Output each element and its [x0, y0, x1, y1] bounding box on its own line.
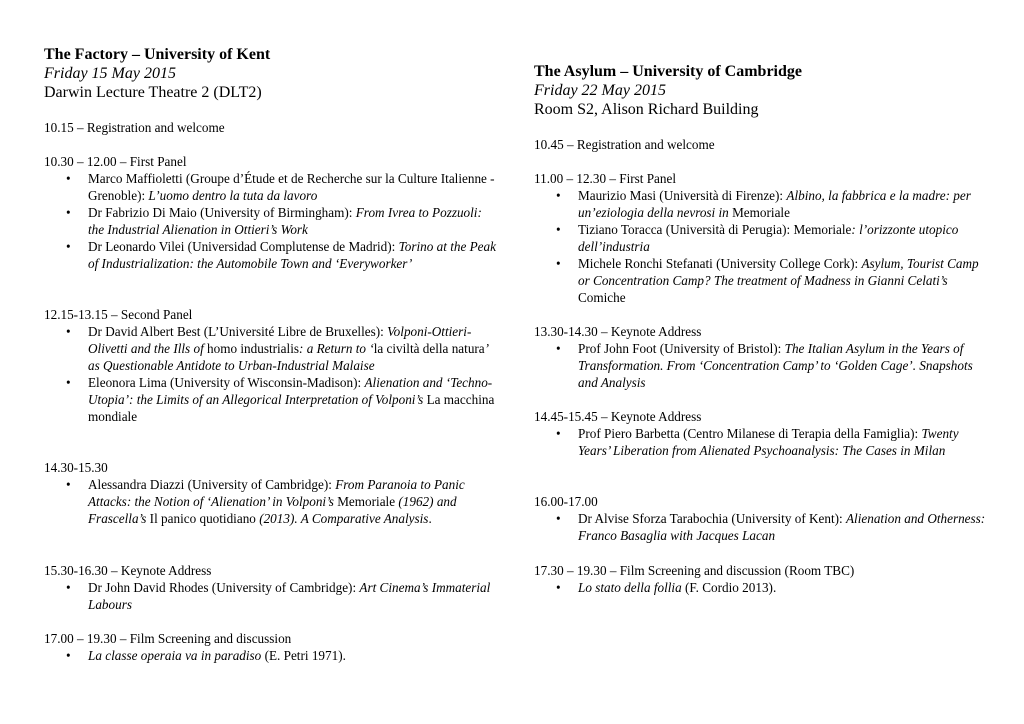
cambridge-date: Friday 22 May 2015	[534, 82, 666, 99]
list-item: • Dr Alvise Sforza Tarabochia (University of Kent): Alienation and Otherness: Franco Basaglia with Jacques Lacan	[578, 510, 989, 544]
cambridge-film-screening	[534, 562, 989, 596]
list-item: • Tiziano Toracca (Università di Perugia): Memoriale: l’orizzonte utopico dell’industria	[578, 221, 989, 255]
cambridge-film-list	[534, 579, 989, 596]
kent-date: Friday 15 May 2015	[44, 65, 176, 82]
list-item: • Prof John Foot (University of Bristol): The Italian Asylum in the Years of Transformation. From ‘Concentration Camp’ to ‘Golden Cage’. Snapshots and Analysis	[578, 340, 989, 391]
kent-film-list	[44, 647, 499, 664]
cambridge-header	[534, 62, 989, 119]
cambridge-session-four-heading: 16.00-17.00	[534, 494, 598, 509]
cambridge-session-four	[534, 493, 989, 544]
kent-second-panel-list	[44, 323, 499, 425]
kent-film-screening	[44, 630, 499, 664]
cambridge-keynote-1-heading: 13.30-14.30 – Keynote Address	[534, 324, 702, 339]
list-item: • Prof Piero Barbetta (Centro Milanese di Terapia della Famiglia): Twenty Years’ Liberation from Alienated Psychoanalysis: The Cases in Milan	[578, 425, 989, 459]
list-item: • Dr David Albert Best (L’Université Libre de Bruxelles): Volponi-Ottieri-Olivetti and the Ills of homo industrialis: a Return to ‘la civiltà della natura’ as Questionable Antidote to Urban-Industrial Malaise	[88, 323, 499, 374]
list-item: • Dr Leonardo Vilei (Universidad Complutense de Madrid): Torino at the Peak of Industrialization: the Automobile Town and ‘Everyworker’	[88, 238, 499, 272]
cambridge-film-heading: 17.30 – 19.30 – Film Screening and discussion (Room TBC)	[534, 563, 855, 578]
kent-first-panel	[44, 153, 499, 272]
list-item: • Dr John David Rhodes (University of Cambridge): Art Cinema’s Immaterial Labours	[88, 579, 499, 613]
cambridge-keynote-1	[534, 323, 989, 391]
kent-keynote-heading: 15.30-16.30 – Keynote Address	[44, 563, 212, 578]
list-item: • Marco Maffioletti (Groupe d’Étude et de Recherche sur la Culture Italienne - Grenoble): L’uomo dentro la tuta da lavoro	[88, 170, 499, 204]
cambridge-title: The Asylum – University of Cambridge	[534, 63, 802, 80]
kent-title: The Factory – University of Kent	[44, 46, 271, 63]
cambridge-keynote-2-list	[534, 425, 989, 459]
cambridge-first-panel	[534, 170, 989, 306]
kent-film-heading: 17.00 – 19.30 – Film Screening and discussion	[44, 631, 292, 646]
kent-keynote-list	[44, 579, 499, 613]
cambridge-registration: 10.45 – Registration and welcome	[534, 137, 715, 152]
kent-venue: Darwin Lecture Theatre 2 (DLT2)	[44, 84, 262, 101]
kent-first-panel-heading: 10.30 – 12.00 – First Panel	[44, 154, 187, 169]
cambridge-venue: Room S2, Alison Richard Building	[534, 101, 759, 118]
kent-third-session	[44, 459, 499, 527]
cambridge-first-panel-list	[534, 187, 989, 306]
list-item: • Eleonora Lima (University of Wisconsin-Madison): Alienation and ‘Techno-Utopia’: the Limits of an Allegorical Interpretation of Volponi’s La macchina mondiale	[88, 374, 499, 425]
list-item: • La classe operaia va in paradiso (E. Petri 1971).	[88, 647, 499, 664]
cambridge-keynote-2	[534, 408, 989, 459]
cambridge-session-four-list	[534, 510, 989, 544]
kent-registration: 10.15 – Registration and welcome	[44, 120, 225, 135]
list-item: • Alessandra Diazzi (University of Cambridge): From Paranoia to Panic Attacks: the Notion of ‘Alienation’ in Volponi’s Memoriale (1962) and Frascella’s Il panico quotidiano (2013). A Comparative Analysis.	[88, 476, 499, 527]
kent-first-panel-list	[44, 170, 499, 272]
kent-third-session-heading: 14.30-15.30	[44, 460, 108, 475]
list-item: • Maurizio Masi (Università di Firenze): Albino, la fabbrica e la madre: per un’eziologia della nevrosi in Memoriale	[578, 187, 989, 221]
list-item: • Lo stato della follia (F. Cordio 2013).	[578, 579, 989, 596]
list-item: • Michele Ronchi Stefanati (University College Cork): Asylum, Tourist Camp or Concentration Camp? The treatment of Madness in Gianni Celati’s Comiche	[578, 255, 989, 306]
kent-second-panel-heading: 12.15-13.15 – Second Panel	[44, 307, 193, 322]
cambridge-keynote-2-heading: 14.45-15.45 – Keynote Address	[534, 409, 702, 424]
kent-second-panel	[44, 306, 499, 425]
kent-third-session-list	[44, 476, 499, 527]
kent-header	[44, 45, 499, 102]
list-item: • Dr Fabrizio Di Maio (University of Birmingham): From Ivrea to Pozzuoli: the Industrial Alienation in Ottieri’s Work	[88, 204, 499, 238]
cambridge-keynote-1-list	[534, 340, 989, 391]
cambridge-first-panel-heading: 11.00 – 12.30 – First Panel	[534, 171, 677, 186]
kent-keynote	[44, 562, 499, 613]
